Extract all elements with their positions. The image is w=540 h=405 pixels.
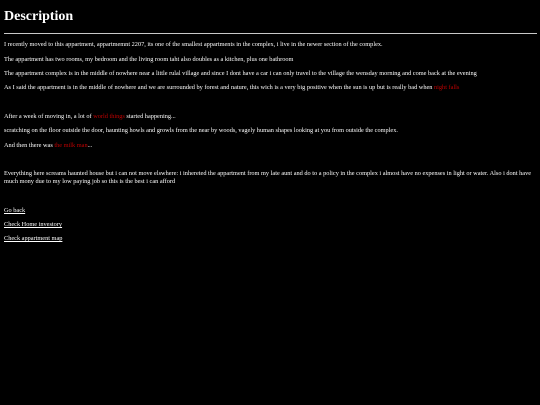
- paragraph-milk-man-tail: ...: [87, 142, 93, 149]
- paragraph-happenings-text: After a week of moving in, a lot of: [4, 113, 94, 120]
- page-title: Description: [4, 9, 74, 24]
- home-inventory-row: [4, 221, 537, 229]
- paragraph-happenings: [4, 113, 537, 121]
- paragraph-happenings-tail: started happening...: [124, 113, 176, 120]
- apartment-map-row: [4, 235, 537, 243]
- paragraph-rooms: The appartment has two rooms, my bedroom and the living room taht also doubles as a kitchen, plus one bathroom: [4, 56, 294, 63]
- paragraph-haunted-house: Everything here screams haunted house but i can not move elswhere: i inhereted the appartment from my late aunt and do to a policy in the complex i almost have no expenses in light or water. Also i dont have much mony due to my low paying job so this is the best i can afford: [4, 170, 532, 185]
- paragraph-nature: [4, 84, 537, 92]
- paragraph-milk-man-text: And then there was: [4, 142, 55, 149]
- paragraph-milk-man: [4, 142, 537, 150]
- home-inventory-link[interactable]: Check Home investory: [4, 221, 63, 228]
- paragraph-intro: I recently moved to this appartment, appartmemnt 2207, its one of the smallest appartments in the complex, i live in the newer section of the complex.: [4, 41, 383, 48]
- paragraph-location: The appartment complex is in the middle of nowhere near a little rulal village and since I dont have a car i can only travel to the village the wensday morning and come back at the evening: [4, 70, 477, 77]
- apartment-map-link[interactable]: Check appartment map: [4, 235, 63, 242]
- title-divider: [4, 33, 537, 34]
- paragraph-scratching: scratching on the floor outside the door, haunting howls and growls from the near by woods, vagely human shapes looking at you from outside the complex.: [4, 127, 398, 134]
- world-things-link[interactable]: world things: [93, 113, 125, 120]
- night-falls-link[interactable]: night falls: [434, 84, 460, 91]
- paragraph-nature-text: As I said the appartment is in the middle of nowhere and we are surrounded by forest and nature, this wich is a very big positive when the sun is up but is really bad when: [4, 84, 435, 91]
- milk-man-link[interactable]: the milk man: [54, 142, 88, 149]
- go-back-row: [4, 207, 537, 215]
- go-back-link[interactable]: Go back: [4, 207, 26, 214]
